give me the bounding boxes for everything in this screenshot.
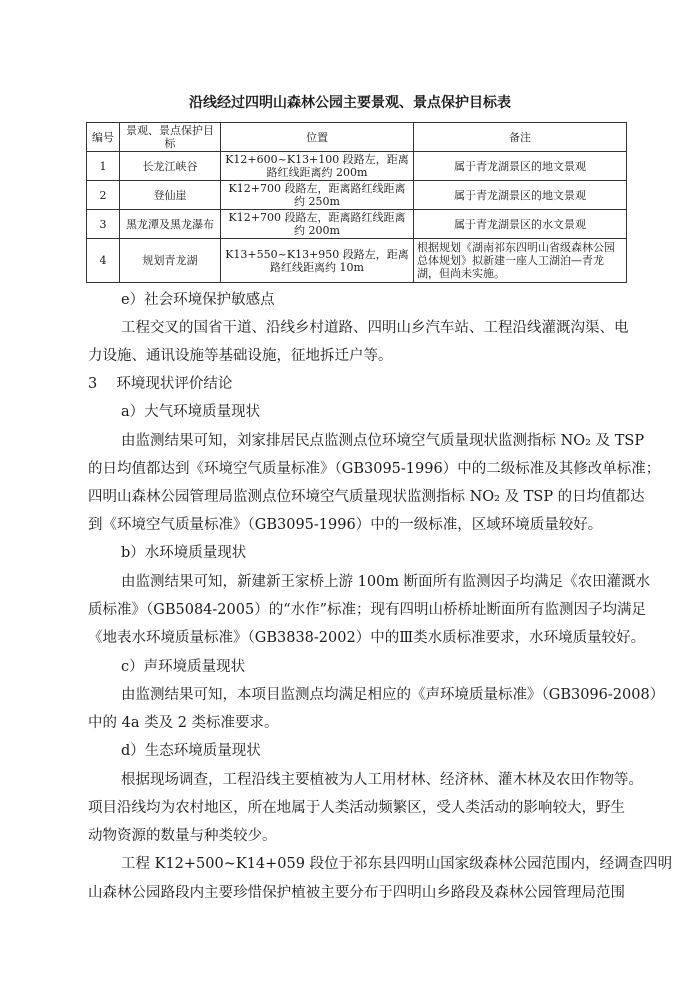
cell: 长龙江峡谷: [120, 152, 221, 181]
text-line: 工程交叉的国省干道、沿线乡村道路、四明山乡汽车站、工程沿线灌溉沟渠、电: [121, 320, 629, 336]
protection-target-table: [86, 122, 627, 283]
text-line: 由监测结果可知，本项目监测点均满足相应的《声环境质量标准》（GB3096-2008）: [121, 687, 665, 703]
text-line: 中的 4a 类及 2 类标准要求。: [88, 715, 279, 731]
table-row: [87, 181, 627, 210]
cell: 属于青龙湖景区的地文景观: [414, 181, 627, 210]
cell: 1: [87, 152, 120, 181]
table-row: [87, 210, 627, 239]
subheading: a）大气环境质量现状: [121, 404, 261, 420]
text-line: 由监测结果可知，新建新王家桥上游 100m 断面所有监测因子均满足《农田灌溉水: [121, 574, 651, 590]
text-line: 四明山森林公园管理局监测点位环境空气质量现状监测指标 NO₂ 及 TSP 的日均值都达: [88, 489, 645, 505]
cell: 规划青龙湖: [120, 239, 221, 283]
section-heading: 3 环境现状评价结论: [88, 376, 233, 392]
subheading: b）水环境质量现状: [121, 545, 247, 561]
cell: 属于青龙湖景区的地文景观: [414, 152, 627, 181]
cell: 登仙崖: [120, 181, 221, 210]
cell: 属于青龙湖景区的水文景观: [414, 210, 627, 239]
text-line: 根据现场调查，工程沿线主要植被为人工用材林、经济林、灌木林及农田作物等。: [121, 772, 643, 788]
text-line: 到《环境空气质量标准》（GB3095-1996）中的一级标准，区域环境质量较好。: [88, 517, 603, 533]
text-line: 力设施、通讯设施等基础设施，征地拆迁户等。: [88, 348, 393, 364]
table-header-row: [87, 123, 627, 152]
cell: K13+550~K13+950 段路左，距离路红线距离约 10m: [221, 239, 414, 283]
text-line: 质标准》（GB5084-2005）的“水作”标准；现有四明山桥桥址断面所有监测因子均满足: [88, 602, 647, 618]
header-cell: 景观、景点保护目标: [120, 123, 221, 152]
text-line: 的日均值都达到《环境空气质量标准》（GB3095-1996）中的二级标准及其修改单标准；: [88, 461, 661, 477]
cell: K12+700 段路左，距离路红线距离约 250m: [221, 181, 414, 210]
cell: K12+600~K13+100 段路左，距离路红线距离约 200m: [221, 152, 414, 181]
text-line: 山森林公园路段内主要珍惜保护植被主要分布于四明山乡路段及森林公园管理局范围: [88, 885, 625, 901]
table-row: [87, 239, 627, 283]
header-cell: 备注: [414, 123, 627, 152]
cell: 2: [87, 181, 120, 210]
subheading: c）声环境质量现状: [121, 659, 246, 675]
text-line: 动物资源的数量与种类较少。: [88, 828, 277, 844]
table-title: 沿线经过四明山森林公园主要景观、景点保护目标表: [189, 95, 511, 111]
text-line: 项目沿线均为农村地区，所在地属于人类活动频繁区，受人类活动的影响较大，野生: [88, 800, 625, 816]
text-line: 工程 K12+500~K14+059 段位于祁东县四明山国家级森林公园范围内，经调查四明: [121, 856, 673, 872]
header-cell: 位置: [221, 123, 414, 152]
text-line: 由监测结果可知，刘家排居民点监测点位环境空气质量现状监测指标 NO₂ 及 TSP: [121, 433, 645, 449]
cell: 根据规划《湖南祁东四明山省级森林公园总体规划》拟新建一座人工湖泊—青龙湖，但尚未实施。: [414, 239, 627, 283]
cell: 黑龙潭及黑龙瀑布: [120, 210, 221, 239]
cell: 3: [87, 210, 120, 239]
header-cell: 编号: [87, 123, 120, 152]
subheading: d）生态环境质量现状: [121, 743, 261, 759]
cell: 4: [87, 239, 120, 283]
subheading: e）社会环境保护敏感点: [121, 292, 275, 308]
table-row: [87, 152, 627, 181]
text-line: 《地表水环境质量标准》（GB3838-2002）中的Ⅲ类水质标准要求，水环境质量较好。: [88, 630, 646, 646]
cell: K12+700 段路左，距离路红线距离约 200m: [221, 210, 414, 239]
